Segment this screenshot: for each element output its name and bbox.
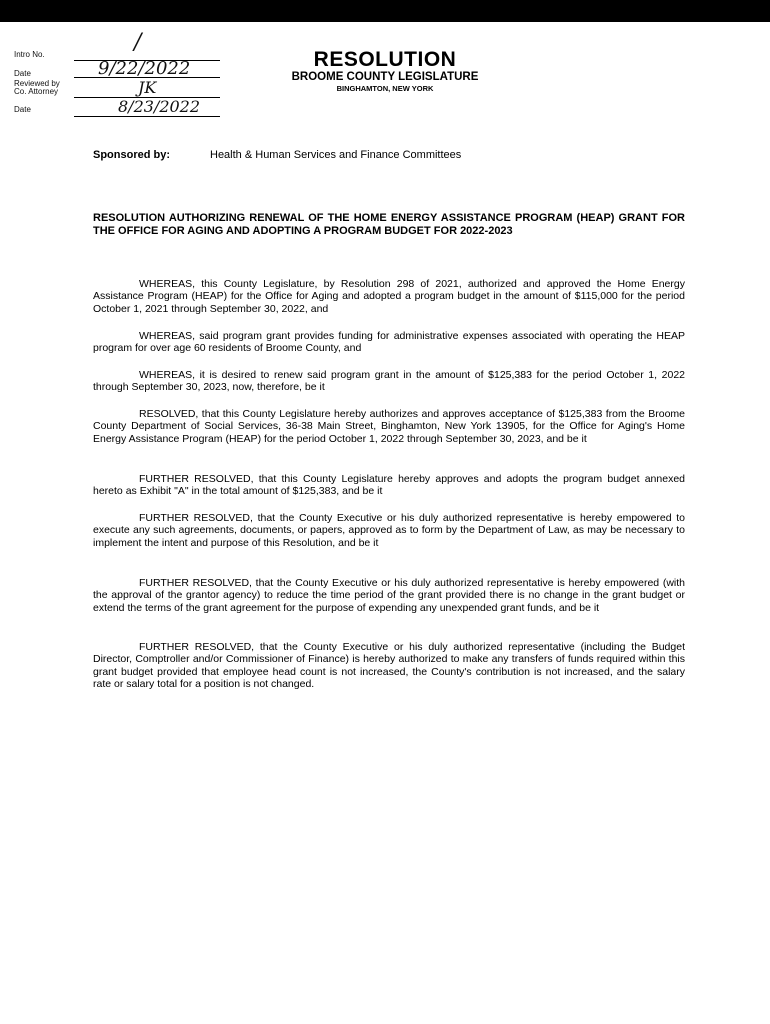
paragraph-whereas-3: WHEREAS, it is desired to renew said program grant in the amount of $125,383 for the period October 1, 2022 through September 30, 2023, now, therefore, be it [93, 369, 685, 394]
paragraph-resolved-4: FURTHER RESOLVED, that the County Executive or his duly authorized representative is hereby empowered (with the approval of the grantor agency) to reduce the time period of the grant provided there is no change in the grant budget or extend the terms of the grant agreement for the purpose of expending any unexpended grant funds, and be it [93, 577, 685, 614]
legislature-subtitle: BROOME COUNTY LEGISLATURE [291, 71, 479, 83]
reviewed-by-label: Reviewed by [14, 79, 60, 88]
date2-label: Date [14, 105, 31, 114]
paragraph-resolved-2: FURTHER RESOLVED, that this County Legislature hereby approves and adopts the program budget annexed hereto as Exhibit "A" in the total amount of $125,383, and be it [93, 473, 685, 498]
intro-no-handwritten: / [134, 30, 142, 55]
sponsor-value: Health & Human Services and Finance Committees [210, 149, 462, 161]
reviewed-initials-handwritten: JK [138, 78, 157, 97]
city-line: BINGHAMTON, NEW YORK [336, 84, 434, 93]
paragraph-resolved-3: FURTHER RESOLVED, that the County Executive or his duly authorized representative is hereby empowered to execute any such agreements, documents, or papers, approved as to form by the Department of Law, as may be necessary to implement the intent and purpose of this Resolution, and be it [93, 512, 685, 549]
scan-top-border [0, 0, 770, 22]
date-label: Date [14, 69, 31, 78]
resolution-title: RESOLUTION [313, 48, 457, 71]
resolution-heading: RESOLUTION AUTHORIZING RENEWAL OF THE HOME ENERGY ASSISTANCE PROGRAM (HEAP) GRANT FOR THE OFFICE FOR AGING AND ADOPTING A PROGRAM BUDGET FOR 2022-2023 [93, 212, 685, 237]
paragraph-whereas-1: WHEREAS, this County Legislature, by Resolution 298 of 2021, authorized and approved the Home Energy Assistance Program (HEAP) for the Office for Aging and adopted a program budget in the amount of $115,000 for the period October 1, 2021 through September 30, 2022, and [93, 278, 685, 315]
co-attorney-label: Co. Attorney [14, 87, 59, 96]
date-handwritten: 9/22/2022 [98, 58, 191, 79]
paragraph-resolved-5: FURTHER RESOLVED, that the County Executive or his duly authorized representative (including the Budget Director, Comptroller and/or Commissioner of Finance) is hereby authorized to make any transfers of funds required within this grant budget provided that employee head count is not increased, the County's contribution is not increased, and the salary rate or salary total for a position is not changed. [93, 641, 685, 691]
paragraph-resolved-1: RESOLVED, that this County Legislature hereby authorizes and approves acceptance of $125,383 from the Broome County Department of Social Services, 36-38 Main Street, Binghamton, New York 13905, for the Office for Aging's Home Energy Assistance Program (HEAP) for the period October 1, 2022 through September 30, 2023, and be it [93, 408, 685, 445]
intro-no-label: Intro No. [14, 50, 45, 59]
date2-handwritten: 8/23/2022 [118, 97, 201, 116]
sponsor-label: Sponsored by: [93, 149, 171, 161]
date2-line [74, 116, 220, 117]
paragraph-whereas-2: WHEREAS, said program grant provides funding for administrative expenses associated with operating the HEAP program for over age 60 residents of Broome County, and [93, 330, 685, 355]
